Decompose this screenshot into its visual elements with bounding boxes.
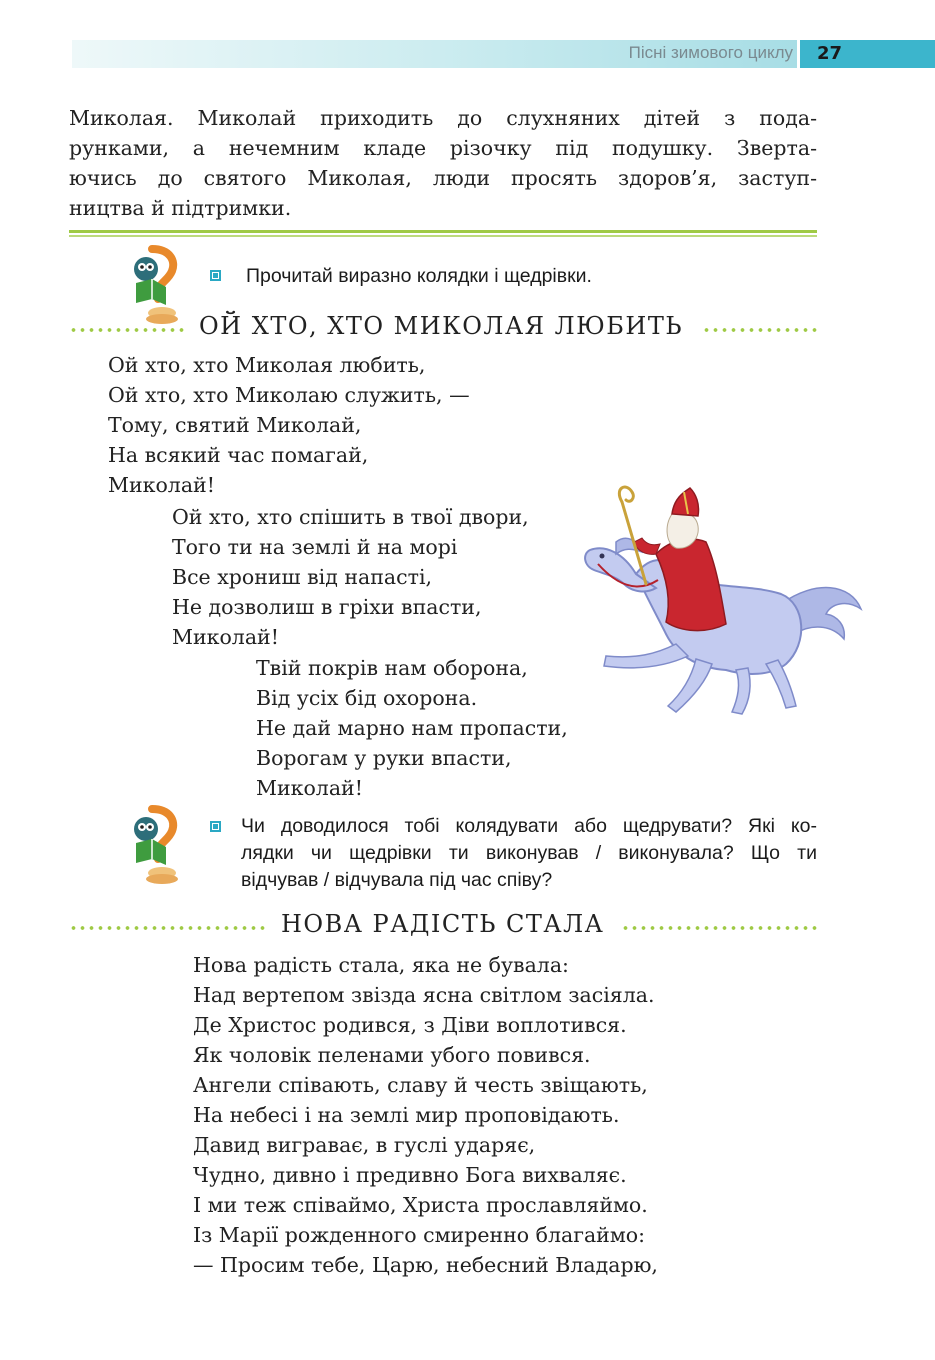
section-title: Пісні зимового циклу: [628, 43, 793, 62]
intro-line: ництва й підтримки.: [69, 196, 292, 220]
intro-line: ючись до святого Миколая, люди просять здоров’я, заступ-: [69, 166, 817, 190]
intro-paragraph: [69, 103, 817, 223]
saint-nicholas-horse-illustration: [576, 484, 866, 729]
section-divider-thin: [69, 235, 817, 237]
reading-mascot-icon: [122, 803, 182, 885]
dotted-ornament: [69, 328, 187, 332]
verse-line: — Просим тебе, Царю, небесний Владарю,: [193, 1253, 658, 1277]
task-question-line: відчував / відчувала під час співу?: [241, 869, 553, 891]
verse-line: Миколай!: [256, 776, 363, 800]
verse-line: І ми теж співаймо, Христа прославляймо.: [193, 1193, 648, 1217]
verse-line: Від усіх бід охорона.: [256, 686, 478, 710]
verse-line: Не дозволиш в гріхи впасти,: [172, 595, 482, 619]
song-title: НОВА РАДІСТЬ СТАЛА: [281, 910, 605, 938]
verse-line: Ворогам у руки впасти,: [256, 746, 512, 770]
verse-line: Миколай!: [108, 473, 215, 497]
verse-line: Миколай!: [172, 625, 279, 649]
dotted-ornament: [69, 926, 265, 930]
task-bullet-icon: [210, 821, 221, 832]
page-number: 27: [800, 40, 935, 68]
task-bullet-icon: [210, 270, 221, 281]
verse-line: Давид виграває, в гуслі ударяє,: [193, 1133, 536, 1157]
task-question-line: лядки чи щедрівки ти виконував / виконувала? Що ти: [241, 842, 817, 864]
verse-line: Нова радість стала, яка не бувала:: [193, 953, 569, 977]
verse-line: Не дай марно нам пропасти,: [256, 716, 568, 740]
header-bar: [72, 40, 797, 68]
intro-line: рунками, а нечемним кладе різочку під подушку. Зверта-: [69, 136, 817, 160]
verse-line: Все хрониш від напасті,: [172, 565, 433, 589]
verse-line: Тому, святий Миколай,: [108, 413, 362, 437]
dotted-ornament: [702, 328, 817, 332]
verse-line: Того ти на землі й на морі: [172, 535, 458, 559]
section-divider: [69, 230, 817, 233]
verse-line: Із Марії рожденного смиренно благаймо:: [193, 1223, 646, 1247]
dotted-ornament: [621, 926, 817, 930]
song-title: ОЙ ХТО, ХТО МИКОЛАЯ ЛЮБИТЬ: [199, 312, 684, 340]
verse-line: Над вертепом звізда ясна світлом засіяла.: [193, 983, 655, 1007]
verse-line: На небесі і на землі мир проповідають.: [193, 1103, 620, 1127]
verse-line: Ой хто, хто Миколая любить,: [108, 353, 426, 377]
verse-line: Твій покрів нам оборона,: [256, 656, 528, 680]
task-question: [241, 813, 817, 894]
verse-line: На всякий час помагай,: [108, 443, 369, 467]
verse-line: Ангели співають, славу й честь звіщають,: [193, 1073, 648, 1097]
verse-line: Ой хто, хто Миколаю служить, —: [108, 383, 470, 407]
task-question-line: Чи доводилося тобі колядувати або щедрувати? Які ко-: [241, 815, 817, 837]
song-title-row: [69, 312, 817, 346]
verse-line: Ой хто, хто спішить в твої двори,: [172, 505, 529, 529]
intro-line: Миколая. Миколай приходить до слухняних дітей з пода-: [69, 106, 817, 130]
verse-line: Як чоловік пеленами убого повився.: [193, 1043, 591, 1067]
verse-line: Чудно, дивно і предивно Бога вихваляє.: [193, 1163, 627, 1187]
verse-line: Де Христос родився, з Діви воплотився.: [193, 1013, 627, 1037]
song-title-row: [69, 910, 817, 944]
task-instruction: Прочитай виразно колядки і щедрівки.: [246, 265, 592, 287]
